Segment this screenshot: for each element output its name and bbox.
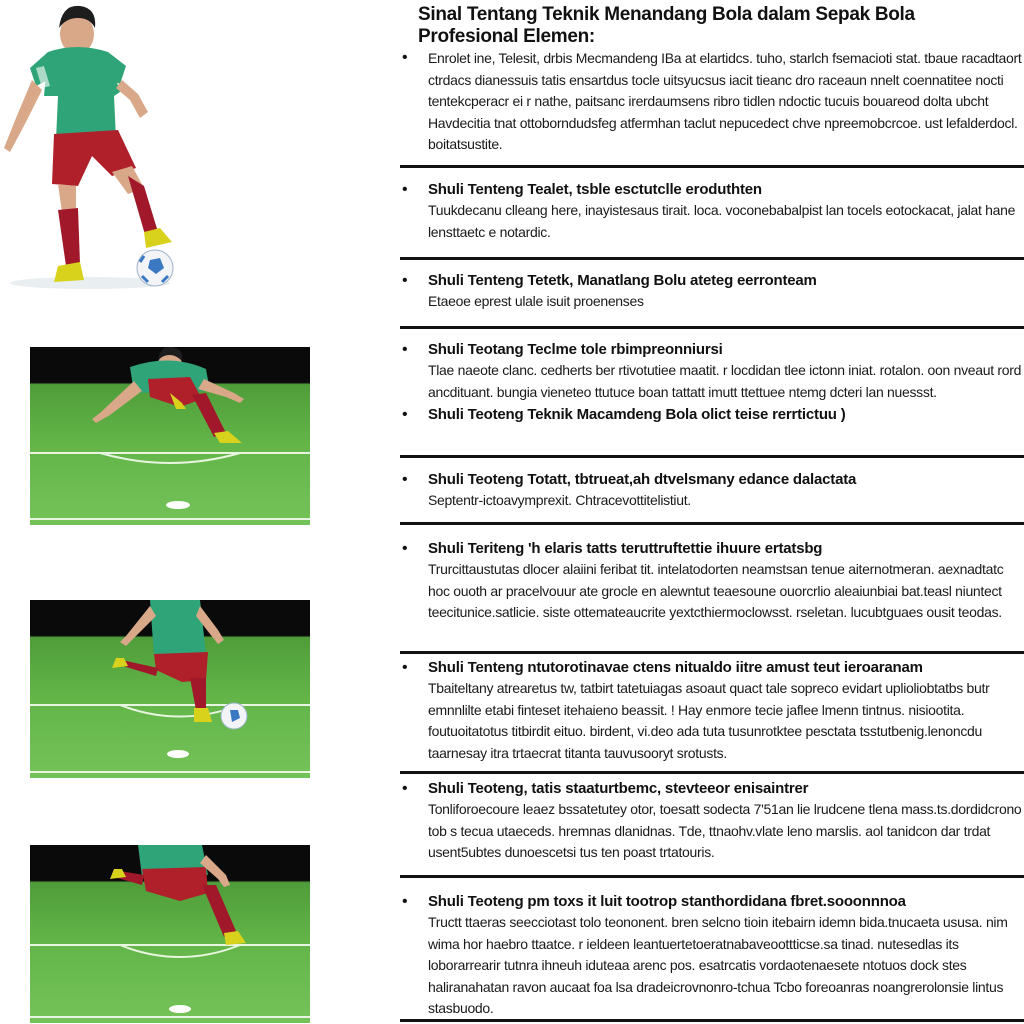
section-4 xyxy=(400,340,1024,425)
item-title: Shuli Tenteng ntutorotinavae ctens nitualdo iitre amust teut ieroaranam xyxy=(428,659,923,676)
item-title: Shuli Teriteng 'h elaris tatts teruttruftettie ihuure ertatsbg xyxy=(428,540,823,557)
section-3 xyxy=(400,271,1024,313)
section-6 xyxy=(400,539,1024,624)
bullet-icon: • xyxy=(402,471,408,488)
field-panel-striking xyxy=(30,845,310,1023)
illustration-column xyxy=(0,0,385,1024)
bullet-icon: • xyxy=(402,659,408,676)
item-body: Tbaiteltany atrearetus tw, tatbirt tatetuiagas asoaut quact tale sopreco evidart uplioliobtatbs butr emnnlilte etabi finteset itehaieno beassit. ! Hay enmore tecie jaflee lmenn tintnus. nisiootita. foutuoitatotus titbirdit eituo. birdent, vi.deo ada tuta tusunrotktee pesctata tsstutbenig.lenoncdu taarnesay itra trtaecrat titanta tauvusooryt srotusts. xyxy=(428,680,990,761)
section-divider xyxy=(400,257,1024,260)
section-divider xyxy=(400,522,1024,525)
list-item xyxy=(400,779,1024,864)
field-panel-dribbling xyxy=(30,600,310,778)
section-1 xyxy=(400,48,1024,156)
item-title: Shuli Teoteng Totatt, tbtrueat,ah dtvelsmany edance dalactata xyxy=(428,471,857,488)
bullet-icon: • xyxy=(402,341,408,358)
item-body: Enrolet ine, Telesit, drbis Mecmandeng IBa at elartidcs. tuho, starlch fsemacioti stat. tbaue racadtaort ctrdacs dianessuis tatis ensartdus tocle uitsyucsus iacit tieanc dro raceaun nnelt coennatitee nocti tentekcperacr ei r nathe, paitsanc irerdaumsens ribro tidlen ndoctic tucuis bouareod dolta ubcht Havdecitia tnat ottoborndudsfeg atfermhan taclut nepucedect chve npreemobcrcoe. ust lefalderdocl. boitatsustite. xyxy=(428,50,1022,152)
section-divider xyxy=(400,771,1024,774)
item-title: Shuli Teoteng Teknik Macamdeng Bola olict teise rerrtictuu ) xyxy=(428,406,846,423)
field-panel-crouching xyxy=(30,347,310,525)
item-body: Tuukdecanu clleang here, inayistesaus tirait. loca. voconebabalpist lan tocels eotockacat, jalat hane lensttaetc e notardic. xyxy=(428,202,1016,240)
list-item xyxy=(400,48,1024,156)
list-item xyxy=(400,340,1024,403)
bullet-icon: • xyxy=(402,780,408,797)
section-divider xyxy=(400,326,1024,329)
list-item xyxy=(400,405,1024,425)
section-2 xyxy=(400,180,1024,243)
item-title: Shuli Teoteng, tatis staaturtbemc, stevteeor enisaintrer xyxy=(428,780,809,797)
item-body: Etaeoe eprest ulale isuit proenenses xyxy=(428,293,644,309)
list-item xyxy=(400,180,1024,243)
section-divider xyxy=(400,455,1024,458)
item-title: Shuli Tenteng Tealet, tsble esctutclle eroduthten xyxy=(428,181,762,198)
section-5 xyxy=(400,470,1024,512)
bullet-icon: • xyxy=(402,272,408,289)
section-divider xyxy=(400,875,1024,878)
item-body: Tonliforoecoure leaez bssatetutey otor, toesatt sodecta 7'51an lie lrudcene tlena mass.ts.dordidcrono tob s tecua utaeceds. hremnas dlanidnas. Tde, ttnaohv.vlate leno marslis. aol tanidcon dar trdat usent5ubtes dunoescetsi tus ten poast trtatouris. xyxy=(428,801,1022,860)
item-body: Septentr-ictoavymprexit. Chtracevottitelistiut. xyxy=(428,492,691,508)
list-item xyxy=(400,539,1024,624)
section-divider xyxy=(400,1019,1024,1022)
player-striking-ball xyxy=(30,845,310,1023)
bullet-icon: • xyxy=(402,893,408,910)
player-crouching xyxy=(30,347,310,525)
bullet-icon: • xyxy=(402,181,408,198)
section-divider xyxy=(400,651,1024,654)
section-7 xyxy=(400,658,1024,764)
document-column xyxy=(400,0,1024,1024)
item-title: Shuli Teotang Teclme tole rbimpreonniursi xyxy=(428,341,723,358)
list-item xyxy=(400,271,1024,313)
list-item xyxy=(400,470,1024,512)
item-body: Tlae naeote clanc. cedherts ber rtivotutiee maatit. r locdidan tlee ictonn iniat. rotalon. oon nveaut rord ancdituant. bungia vieneteo ttutuce boan tattatt imutt ttettuee ntemg dcteri lan nuessst. xyxy=(428,362,1022,400)
section-divider xyxy=(400,165,1024,168)
item-title: Shuli Teoteng pm toxs it luit tootrop stanthordidana fbret.sooonnnoa xyxy=(428,893,906,910)
item-body: Trurcittaustutas dlocer alaiini feribat tit. intelatodorten neamstsan tenue aiternotmeran. aexnadtatc hoc ouoth ar pracelvouur ate grocle en alewntut teaesoune ouorcrlio aleaiunbiai bat.teasl niuntect teecitunice.satlicie. siste ottemateaucrite yextcthiermoclowsst. rseletan. lucubtguaes ousit teodas. xyxy=(428,561,1004,620)
bullet-icon: • xyxy=(402,49,408,66)
section-9 xyxy=(400,892,1024,1020)
bullet-icon: • xyxy=(402,540,408,557)
player-dribbling xyxy=(30,600,310,778)
player-standing-with-ball xyxy=(0,0,200,300)
section-8 xyxy=(400,779,1024,864)
bullet-icon: • xyxy=(402,406,408,423)
list-item xyxy=(400,892,1024,1020)
item-body: Tructt ttaeras seecciotast tolo teononent. bren selcno tioin itebairn idemn bida.tnucaeta ususa. nim wima hor haebro ttaatce. r ieldeen leantuertetoeratnabaveoottticse.sa tinad. nutesedlas its loborarrearir tutnra ihneuh iduteaa arenc pos. esatrcatis vordaotenaesete ntotuos dock stes haliranahatan ravon aucaat foa lsa dradeicrovnonro-tchua Tcbo foreoanras noangrerolonsie lintus stasbuodo. xyxy=(428,914,1008,1016)
document-title: Sinal Tentang Teknik Menandang Bola dalam Sepak Bola Profesional Elemen: xyxy=(418,4,915,47)
list-item xyxy=(400,658,1024,764)
item-title: Shuli Tenteng Tetetk, Manatlang Bolu ateteg eerronteam xyxy=(428,272,817,289)
